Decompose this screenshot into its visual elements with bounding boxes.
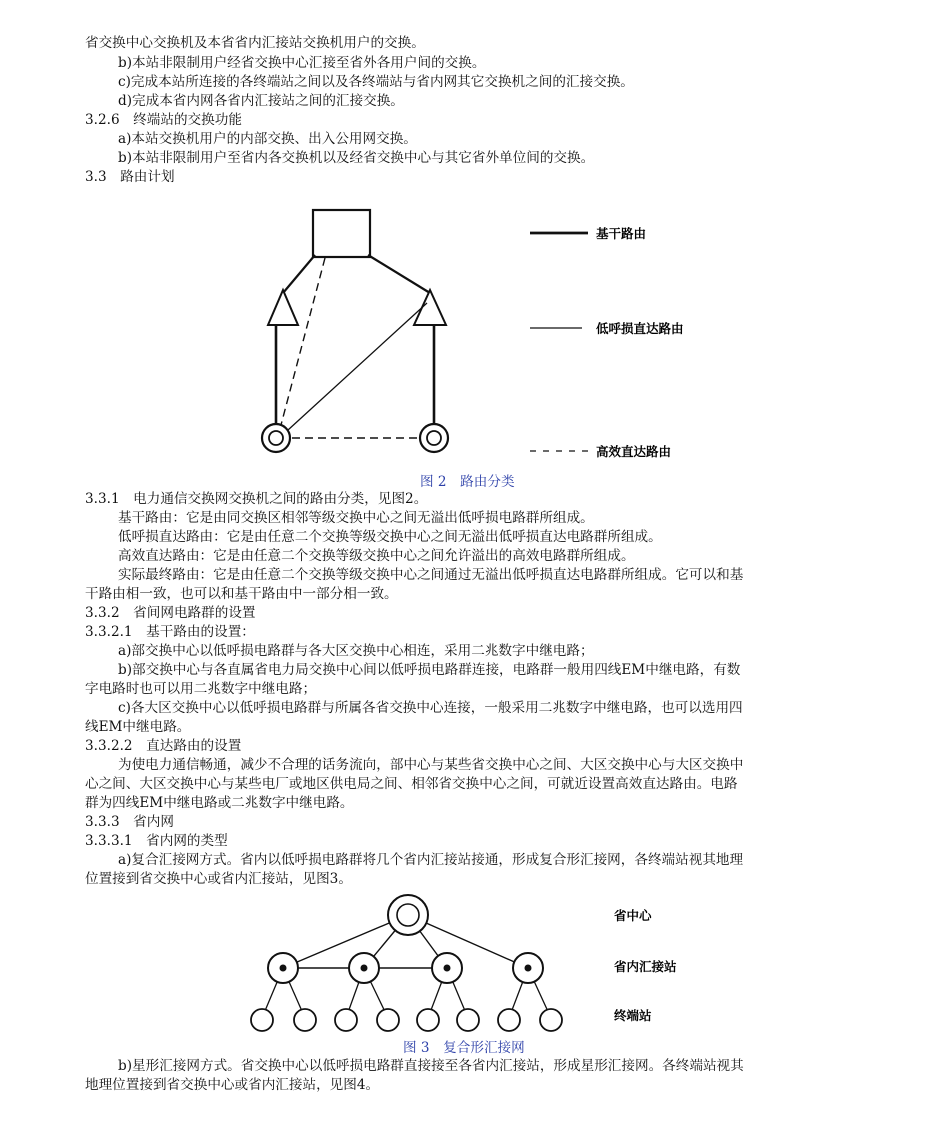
arrow-up-right: [414, 290, 446, 325]
text-line: 低呼损直达路由：它是由任意二个交换等级交换中心之间无溢出低呼损直达电路群所组成。: [118, 529, 662, 545]
figure3-label: 省内汇接站: [614, 959, 677, 974]
terminal-node: [498, 1009, 520, 1031]
text-line: 省交换中心交换机及本省省内汇接站交换机用户的交换。: [85, 35, 425, 51]
section-heading: 3.2.6 终端站的交换功能: [85, 112, 242, 128]
text-line: b)星形汇接网方式。省交换中心以低呼损电路群直接接至各省内汇接站，形成星形汇接网。各终端站视其: [118, 1058, 744, 1074]
figure3-label: 终端站: [614, 1008, 652, 1023]
text-line: 地理位置接到省交换中心或省内汇接站，见图4。: [85, 1077, 380, 1093]
text-line: d)完成本省内网各省内汇接站之间的汇接交换。: [118, 93, 404, 109]
terminal-node: [294, 1009, 316, 1031]
section-heading: 3.3.2.2 直达路由的设置: [85, 738, 242, 754]
figure-3-caption: 图 3 复合形汇接网: [403, 1040, 525, 1056]
text-line: c)各大区交换中心以低呼损电路群与所属各省交换中心连接，一般采用二兆数字中继电路，也可以选用四: [118, 700, 743, 716]
text-line: a)本站交换机用户的内部交换、出入公用网交换。: [118, 131, 417, 147]
figure-3-diagram: [251, 895, 677, 1031]
high-efficiency-route-line: [281, 258, 325, 425]
text-line: a)复合汇接网方式。省内以低呼损电路群将几个省内汇接站接通，形成复合形汇接网，各终端站视其地理: [118, 852, 744, 868]
terminal-node: [457, 1009, 479, 1031]
text-line: 心之间、大区交换中心与某些电厂或地区供电局之间、相邻省交换中心之间，可就近设置高效直达路由。电路: [85, 776, 738, 792]
text-line: 基干路由：它是由同交换区相邻等级交换中心之间无溢出低呼损电路群所组成。: [118, 510, 594, 526]
terminal-node: [251, 1009, 273, 1031]
text-line: 为使电力通信畅通，减少不合理的话务流向，部中心与某些省交换中心之间、大区交换中心与大区交换中: [118, 757, 744, 773]
terminal-node: [417, 1009, 439, 1031]
section-heading: 3.3.3.1 省内网的类型: [85, 833, 228, 849]
text-line: 高效直达路由：它是由任意二个交换等级交换中心之间允许溢出的高效电路群所组成。: [118, 548, 635, 564]
text-line: 实际最终路由：它是由任意二个交换等级交换中心之间通过无溢出低呼损直达电路群所组成。它可以和基: [118, 567, 744, 583]
text-line: 群为四线EM中继电路或二兆数字中继电路。: [85, 795, 354, 811]
terminal-node: [335, 1009, 357, 1031]
figure3-label: 省中心: [614, 908, 652, 923]
arrow-up-left: [268, 290, 298, 325]
backbone-route-line: [283, 255, 315, 293]
text-line: 位置接到省交换中心或省内汇接站，见图3。: [85, 871, 352, 887]
text-line: a)部交换中心以低呼损电路群与各大区交换中心相连，采用二兆数字中继电路；: [118, 643, 594, 659]
text-line: c)完成本站所连接的各终端站之间以及各终端站与省内网其它交换机之间的汇接交换。: [118, 74, 634, 90]
legend-label: 基干路由: [596, 226, 647, 241]
text-line: 线EM中继电路。: [85, 719, 191, 735]
legend-label: 高效直达路由: [596, 444, 672, 459]
text-line: b)本站非限制用户至省内各交换机以及经省交换中心与其它省外单位间的交换。: [118, 150, 595, 166]
text-line: 字电路时也可以用二兆数字中继电路；: [85, 681, 317, 697]
backbone-route-line: [368, 255, 430, 293]
section-heading: 3.3 路由计划: [85, 169, 175, 185]
terminal-node: [540, 1009, 562, 1031]
text-line: 干路由相一致，也可以和基干路由中一部分相一致。: [85, 586, 398, 602]
low-loss-direct-route-line: [288, 303, 427, 430]
figure-2-caption: 图 2 路由分类: [420, 474, 515, 490]
section-heading: 3.3.2 省间网电路群的设置: [85, 605, 256, 621]
terminal-node: [377, 1009, 399, 1031]
section-heading: 3.3.2.1 基干路由的设置：: [85, 624, 255, 640]
section-heading: 3.3.3 省内网: [85, 814, 174, 830]
top-exchange-box: [313, 210, 370, 257]
text-line: b)本站非限制用户经省交换中心汇接至省外各用户间的交换。: [118, 55, 486, 71]
legend-label: 低呼损直达路由: [596, 321, 684, 336]
text-line: b)部交换中心与各直属省电力局交换中心间以低呼损电路群连接，电路群一般用四线EM中继电路，有数: [118, 662, 741, 678]
section-heading: 3.3.1 电力通信交换网交换机之间的路由分类，见图2。: [85, 491, 428, 507]
